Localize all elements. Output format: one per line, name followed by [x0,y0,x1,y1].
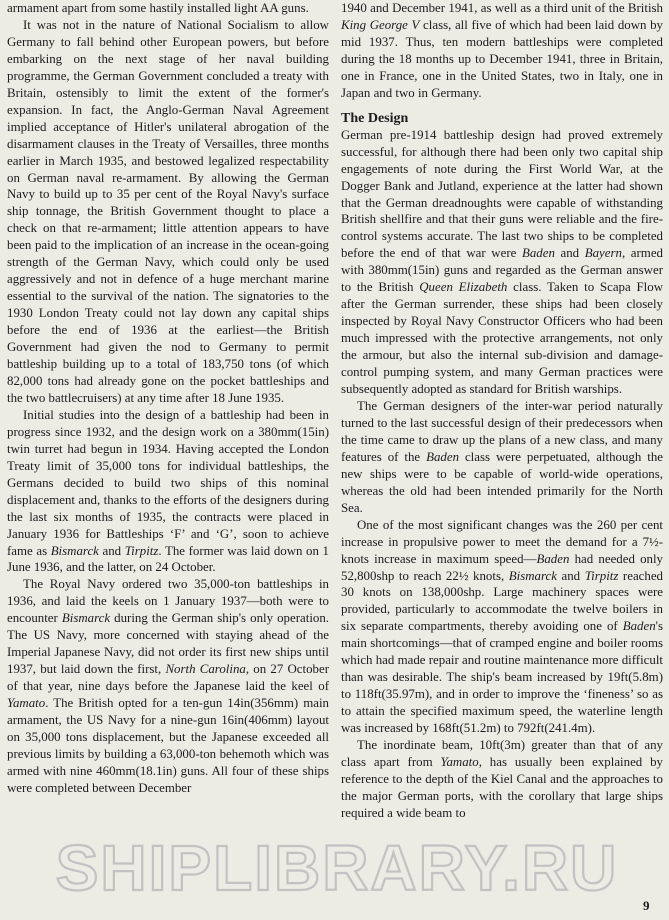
ship-name: Tirpitz [584,568,619,583]
paragraph: The German designers of the inter-war period naturally turned to the last successful design of their predecessors when the time came to draw up the plans of a new class, and many features of the Baden class were perpetuated, although the new ships were to be capable of world-wide operations, whereas the old had been intended primarily for the North Sea. [341,398,664,515]
ship-class-name: King George V [341,17,420,32]
ship-name: Baden [536,551,570,566]
paragraph: The Royal Navy ordered two 35,000-ton battleships in 1936, and laid the keels on 1 January 1937—both were to encounter Bismarck during the German ship's only operation. The US Navy, more concerned with staying ahead of the Imperial Japanese Navy, did not order its first new ships until 1937, but laid down the first, North Carolina, on 27 October of that year, nine days before the Japanese laid the keel of Yamato. The British opted for a ten-gun 14in(356mm) main armament, the US Navy for a nine-gun 16in(406mm) layout on 35,000 tons displacement, but the Japanese exceeded all previous limits by building a 63,000-ton behemoth which was armed with nine 460mm(18.1in) guns. All four of these ships were completed between December [7,577,330,795]
paragraph: 1940 and December 1941, as well as a third unit of the British King George V class, all five of which had been laid down by mid 1937. Thus, ten modern battleships were completed during the 18 months up to December 1941, three in Britain, one in France, one in the United States, two in Italy, one in Japan and two in Germany. [341,1,664,100]
paragraph: armament apart from some hastily installed light AA guns. [7,1,309,15]
left-column [7,0,329,797]
watermark-logo [12,828,662,908]
section-heading: The Design [341,110,409,126]
ship-name: Bismarck [61,611,111,626]
paragraph: Initial studies into the design of a battleship had been in progress since 1932, and the design work on a 380mm(15in) twin turret had begun in 1934. Having accepted the London Treaty limit of 35,000 tons for individual battleships, the Germans decided to build two ships of this nominal displacement and, thanks to the efforts of the designers during the last six months of 1935, the contracts were placed in January 1936 for Battleships ‘F’ and ‘G’, soon to achieve fame as Bismarck and Tirpitz. The former was laid down on 1 June 1936, and the latter, on 24 October. [7,407,329,575]
ship-name: Bismarck [508,568,557,583]
ship-name: Baden [521,246,555,261]
ship-name: North Carolina [165,662,246,677]
right-column [341,0,663,822]
paragraph: German pre-1914 battleship design had proved extremely successful, for although there had been only two capital ship engagements of note during the First World War, at the Dogger Bank and Jutland, experience at the latter had shown that the German dreadnoughts were capable of withstanding British shellfire and that their guns were reliable and the fire-control systems accurate. The last two ships to be completed before the end of that war were Baden and Bayern, armed with 380mm(15in) guns and regarded as the German answer to the British Queen Elizabeth class. Taken to Scapa Flow after the German surrender, these ships had been closely inspected by Royal Navy Constructor Officers who had been much impressed with the protective arrangements, not only the armour, but also the internal sub-division and damage-control pumping system, and many German practices were subsequently adopted as standard for British warships. [341,127,664,397]
watermark-text: SHIPLIBRARY.RU [55,832,619,904]
ship-name: Yamato [440,754,479,769]
paragraph: The inordinate beam, 10ft(3m) greater than that of any class apart from Yamato, has usually been explained by reference to the depth of the Kiel Canal and the approaches to the major German ports, with the corollary that large ships required a wide beam to [341,738,664,820]
ship-name: Yamato [7,696,46,711]
ship-name: Baden [622,619,656,634]
ship-name: Tirpitz [124,543,159,558]
page-number: 9 [643,898,650,913]
paragraph: One of the most significant changes was the 260 per cent increase in propulsive power to meet the demand for a 7½-knots increase in maximum speed—Baden had needed only 52,800shp to reach 22½ knots, Bismarck and Tirpitz reached 30 knots on 138,000shp. Large machinery spaces were provided, particularly to accommodate the twelve boilers in six separate compartments, thereby avoiding one of Baden's main shortcomings—that of cramped engine and boiler rooms which had made repair and routine maintenance more difficult than was desirable. The ship's beam increased by 19ft(5.8m) to 118ft(35.97m), and in order to improve the ‘fineness’ so as to attain the specified maximum speed, the waterline length was increased by 168ft(51.2m) to 792ft(241.4m). [341,517,664,736]
paragraph: It was not in the nature of National Socialism to allow Germany to fall behind other European powers, but before embarking on the next stage of her naval building programme, the German Government concluded a treaty with Britain, ostensibly to limit the extent of the former's expansion. In fact, the Anglo-German Naval Agreement implied acceptance of Hitler's unilateral abrogation of the disarmament clauses in the Treaty of Versailles, three months earlier in March 1935, and bestowed legalized respectability on German naval re-armament. By allowing the German Navy to build up to 35 per cent of the Royal Navy's surface ship tonnage, the British Government thought to place a check on that re-armament; little attention appears to have been paid to the implication of an increase in the ocean-going strength of the German Navy, which could only be used aggressively and not in defence of a huge merchant marine essential to the survival of the nation. The signatories to the 1930 London Treaty could not lay down any capital ships before the end of 1936 at the earliest—the British Government had given the nod to Germany to permit battleship building up to a total of 183,750 tons (of which 82,000 tons had already gone on the pocket battleships and the two battlecruisers) at any time after 18 June 1935. [7,17,329,405]
ship-name: Bayern [584,246,622,261]
ship-name: Bismarck [50,543,99,558]
ship-class-name: Queen Elizabeth [419,280,508,295]
ship-class-name: Baden [426,449,460,464]
